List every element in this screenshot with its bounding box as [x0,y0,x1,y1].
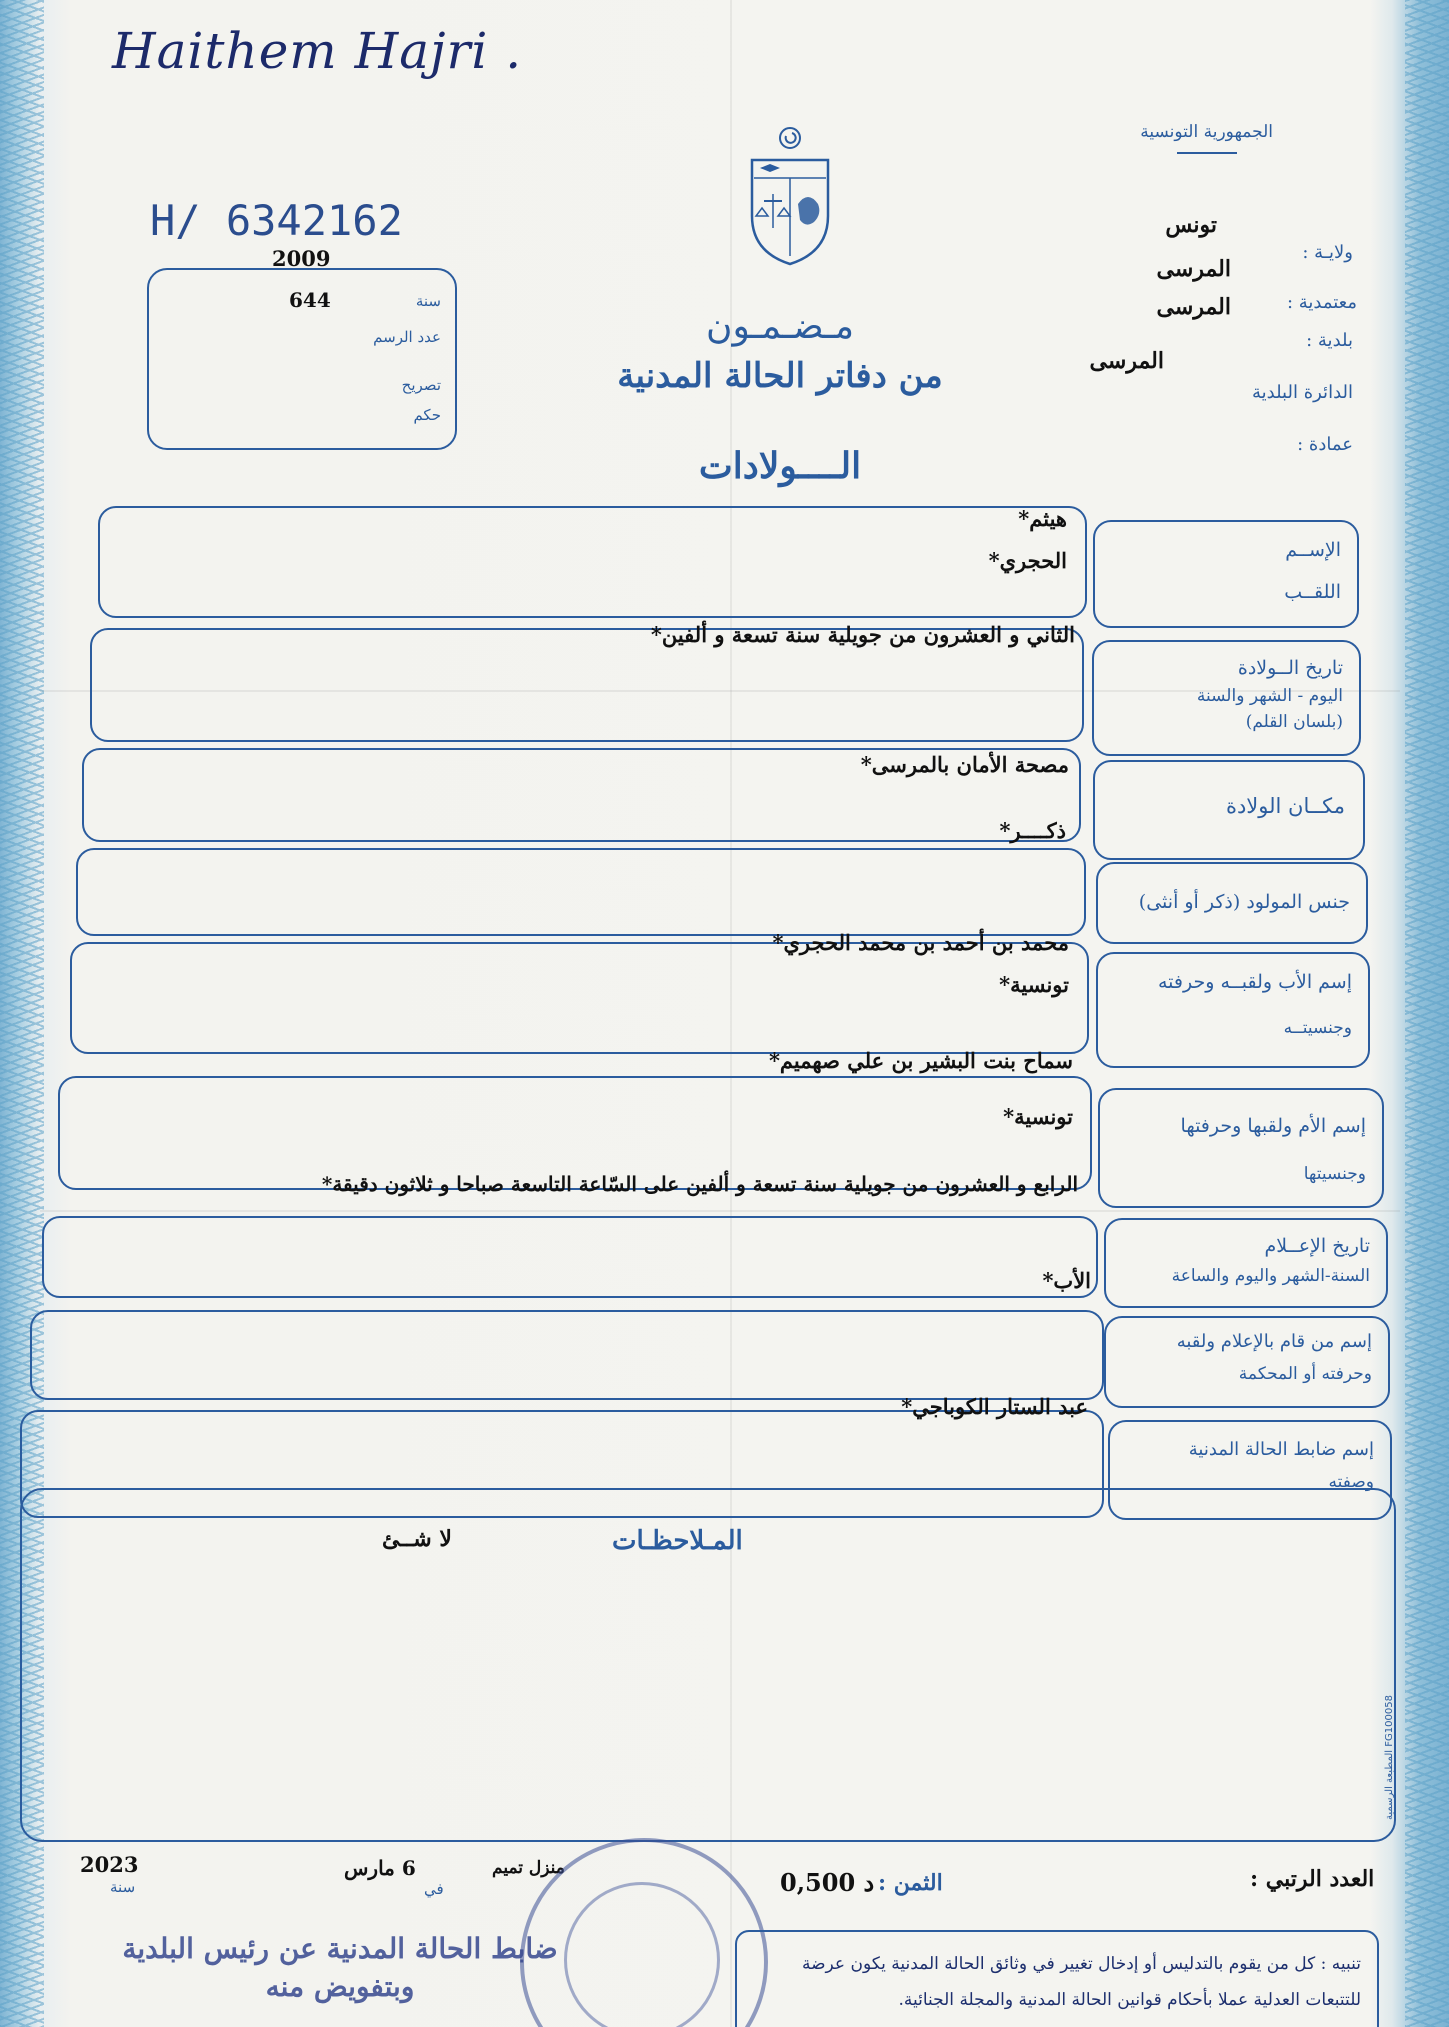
district-label: الدائرة البلدية [1251,382,1353,403]
row-birthdate-label-box [1092,640,1361,756]
registration-number: 644 [289,288,331,312]
surname-value: الحجري* [988,548,1067,573]
mother-nationality-value: تونسية* [1003,1104,1073,1129]
row-declaration-date-value-box [42,1216,1098,1298]
first-name-label: الإســم [1285,539,1341,561]
district-value: المرسى [1089,348,1164,374]
officer-label: إسم ضابط الحالة المدنية [1188,1439,1374,1460]
mother-label: إسم الأم ولقبها وحرفتها [1180,1115,1366,1137]
handwritten-name: Haithem Hajri . [112,22,523,80]
birthplace-value: مصحة الأمان بالمرسى* [860,752,1069,777]
row-name-value-box [98,506,1087,618]
officer-stamp-text: ضابط الحالة المدنية عن رئيس البلدية وبتفويض منه [122,1932,558,2003]
declaration-label: تصريح [401,376,441,394]
row-sex-label-box [1096,862,1368,944]
birthdate-value: الثاني و العشرون من جويلية سنة تسعة و ألفين* [650,622,1075,647]
birthdate-label: تاريخ الــولادة [1237,657,1343,679]
issue-year-label: سنة [110,1878,136,1896]
first-name-value: هيثم* [1018,506,1067,531]
registration-box [147,268,457,450]
row-declaration-date-label-box [1104,1218,1388,1308]
printer-reference: المطبعة الرسمية FG100058 [1384,1695,1395,1820]
fold-line [40,1210,1400,1212]
price-value: 0,500 د [780,1868,875,1897]
tunisia-coat-of-arms-icon [740,124,840,268]
mother-nationality-label: وجنسيتها [1303,1164,1366,1184]
row-father-label-box [1096,952,1370,1068]
father-name-value: محمد بن أحمد بن محمد الحجري* [772,930,1069,955]
year-value: 2009 [272,246,331,271]
officer-value: عبد الستار الكوباجي* [901,1394,1088,1419]
father-nationality-label: وجنسيتــه [1283,1018,1352,1038]
issue-place-value: منزل تميم [492,1858,565,1878]
section-title-births: الــــولادات [698,445,862,487]
declaration-date-value: الرابع و العشرون من جويلية سنة تسعة و ألفين على السّاعة التاسعة صباحا و ثلاثون دقيقة* [321,1172,1078,1196]
declarant-label: إسم من قام بالإعلام ولقبه [1176,1331,1372,1352]
officer-sublabel: وصفته [1328,1472,1374,1492]
delegation-value-top: المرسى [1156,256,1231,282]
birthplace-label: مكــان الولادة [1225,794,1345,818]
sex-value: ذكــــر* [999,818,1066,843]
issue-day-value: 6 مارس [344,1856,416,1880]
republic-label: الجمهورية التونسية [1140,122,1273,142]
year-label: سنة [415,292,441,310]
right-guilloche-border [1405,0,1449,2027]
birthdate-words-label: (بلسان القلم) [1245,712,1343,732]
warning-text: تنبيه : كل من يقوم بالتدليس أو إدخال تغيير في وثائق الحالة المدنية يكون عرضة للتتبعات العدلية عملا بأحكام قوانين الحالة المدنية والمجلة الجنائية. [802,1954,1361,2010]
delegation-value: المرسى [1156,294,1231,320]
warning-box [735,1930,1379,2027]
in-label: في [424,1880,444,1898]
municipality-label: بلدية : [1306,330,1353,351]
price-label: الثمن : [878,1870,943,1896]
row-mother-label-box [1098,1088,1384,1208]
divider [1177,152,1237,154]
row-birthplace-label-box [1093,760,1365,860]
mother-name-value: سماح بنت البشير بن علي صهميم* [768,1048,1073,1073]
father-nationality-value: تونسية* [999,972,1069,997]
father-label: إسم الأب ولقبــه وحرفته [1158,971,1352,993]
surname-label: اللقــب [1284,581,1341,603]
row-declarant-value-box [30,1310,1104,1400]
birthdate-sublabel: اليوم - الشهر والسنة [1196,686,1343,706]
serial-number: H/ 6342162 [150,196,403,245]
number-label: عدد الرسم [373,328,441,346]
document-subtitle: من دفاتر الحالة المدنية [617,356,943,396]
row-name-label-box [1093,520,1359,628]
document-title: مـضـمـون [706,306,854,347]
governorate-value: تونس [1165,212,1217,238]
governorate-label: ولايـة : [1302,242,1353,263]
declaration-date-label: تاريخ الإعــلام [1264,1235,1370,1257]
notes-box [20,1488,1396,1842]
row-declarant-label-box [1104,1316,1390,1408]
row-sex-value-box [76,848,1086,936]
serial-label: العدد الرتبي : [1250,1866,1375,1892]
judgment-label: حكم [413,406,441,424]
declarant-sublabel: وحرفته أو المحكمة [1238,1364,1372,1384]
notes-title: المـلاحظـات [612,1526,743,1556]
delegation-label: معتمدية : [1286,292,1357,313]
row-father-value-box [70,942,1089,1054]
issue-year-value: 2023 [80,1852,139,1877]
declarant-value: الأب* [1042,1268,1091,1293]
sex-label: جنس المولود (ذكر أو أنثى) [1138,891,1350,913]
notes-value: لا شــئ [382,1526,452,1552]
omda-label: عمادة : [1297,434,1353,455]
declaration-date-sublabel: السنة-الشهر واليوم والساعة [1171,1266,1370,1286]
